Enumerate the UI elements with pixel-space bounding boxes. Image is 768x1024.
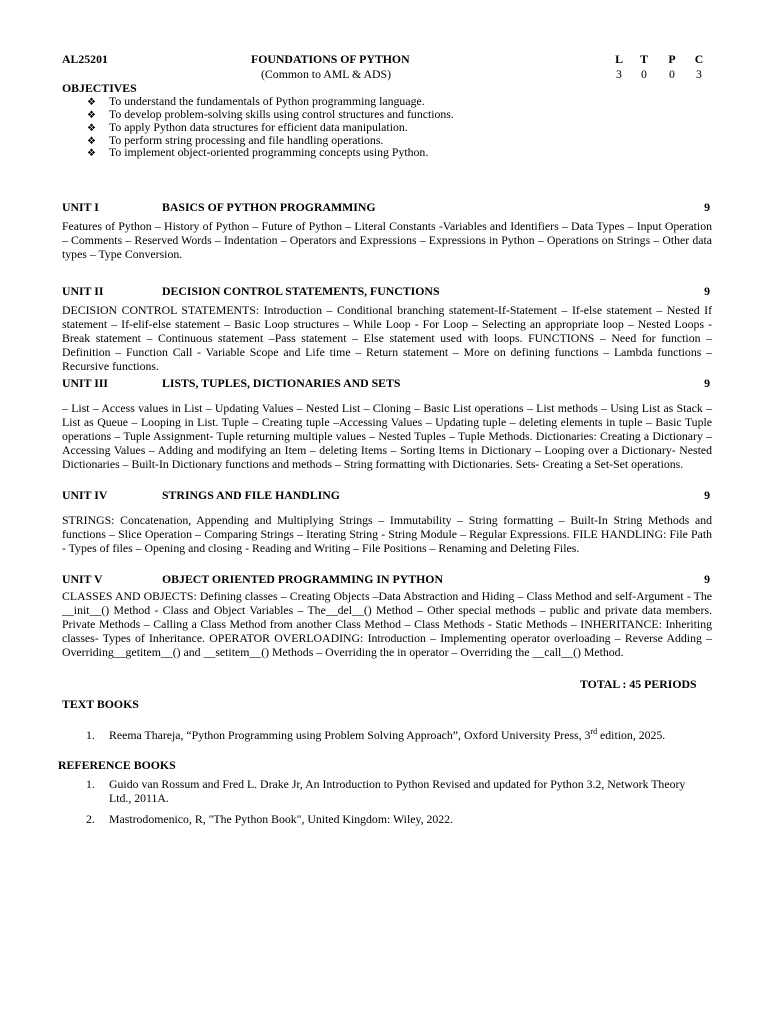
ltpc-label-c: C [694,52,704,66]
ltpc-label-p: P [668,52,676,66]
unit-heading [62,376,710,390]
diamond-bullet-icon: ❖ [87,148,96,159]
unit-title: LISTS, TUPLES, DICTIONARIES AND SETS [162,376,401,390]
diamond-bullet-icon: ❖ [87,136,96,147]
text-book-item [86,728,708,756]
text-book-number: 1. [86,728,95,742]
text-book-edition-year: edition, 2025. [597,728,666,742]
unit-content: STRINGS: Concatenation, Appending and Multiplying Strings – Immutability – String formatting – Built-In String Methods and functions – Slice Operation – Comparing Strings – Iterating String - String Module – Regular Expressions. FILE HANDLING: File Path - Types of files – Opening and closing - Reading and Writing – File Positions – Renaming and Deleting Files. [62,513,712,555]
unit-heading [62,284,710,298]
reference-book-text: Guido van Rossum and Fred L. Drake Jr, An Introduction to Python Revised and updated for Python 3.2, Network Theory Ltd., 2011A. [109,777,686,805]
objective-text: To understand the fundamentals of Python programming language. [109,94,425,108]
ltpc-label-t: T [640,52,648,66]
unit-hours: 9 [704,200,710,214]
unit-code: UNIT IV [62,488,108,502]
ltpc-value-l: 3 [616,67,622,81]
ltpc-value-p: 0 [669,67,675,81]
unit-hours: 9 [704,284,710,298]
unit-hours: 9 [704,572,710,586]
reference-book-number: 2. [86,812,95,826]
unit-content: DECISION CONTROL STATEMENTS: Introduction – Conditional branching statement-If-Statement – If-else statement – Nested If statement – If-elif-else statement – Basic Loop structures – While Loop - For Loop – Selecting an appropriate loop – Nested Loops - Break statement – Continuous statement –Pass statement – Else statement used with loops. FUNCTIONS – Need for function – Definition – Function Call - Variable Scope and Life time – Return statement – More on defining functions – Lambda functions – Recursive functions. [62,303,712,373]
unit-title: BASICS OF PYTHON PROGRAMMING [162,200,376,214]
reference-book-item [86,777,708,805]
total-periods: TOTAL : 45 PERIODS [580,677,697,691]
unit-hours: 9 [704,488,710,502]
diamond-bullet-icon: ❖ [87,97,96,108]
objective-text: To perform string processing and file handling operations. [109,133,384,147]
text-book-citation: Reema Thareja, “Python Programming using Problem Solving Approach”, Oxford University Press, 3 [109,728,591,742]
unit-heading [62,488,710,502]
unit-content: – List – Access values in List – Updating Values – Nested List – Cloning – Basic List operations – List methods – Using List as Stack – List as Queue – Looping in List. Tuple – Creating tuple –Accessing Values – Updating tuple – deleting elements in tuple – Basic Tuple operations – Tuple Assignment- Tuple returning multiple values – Nested Tuples – Tuple Methods. Dictionaries: Creating a Dictionary – Accessing Values – Adding and modifying an Item – deleting Items – Sorting Items in Dictionary – Looping over a Dictionary- Nested Dictionaries – Built-In Dictionary functions and methods – String formatting with Dictionaries. Sets- Creating a Set-Set operations. [62,401,712,471]
unit-content: Features of Python – History of Python – Future of Python – Literal Constants -Variables and Identifiers – Data Types – Input Operation – Comments – Reserved Words – Indentation – Operators and Expressions – Expressions in Python – Operations on Strings – Other data types – Type Conversion. [62,219,712,261]
unit-content: CLASSES AND OBJECTS: Defining classes – Creating Objects –Data Abstraction and Hiding – Class Method and self-Argument - The __init__() Method - Class and Object Variables – The__del__() Method – Other special methods – public and private data members. Private Methods – Calling a Class Method from another Class Method – Class Methods - Static Methods – INHERITANCE: Inheriting classes- Types of Inheritance. OPERATOR OVERLOADING: Introduction – Implementing operator overloading – Reverse Adding – Overriding__getitem__() and __setitem__() Methods – Overriding the in operator – Overriding the __call__() Method. [62,589,712,659]
objective-text: To implement object-oriented programming concepts using Python. [109,145,429,159]
text-books-heading: TEXT BOOKS [62,697,139,711]
diamond-bullet-icon: ❖ [87,110,96,121]
course-title: FOUNDATIONS OF PYTHON [251,52,410,66]
objective-text: To apply Python data structures for efficient data manipulation. [109,120,408,134]
reference-book-item [86,812,708,826]
reference-book-text: Mastrodomenico, R, "The Python Book", United Kingdom: Wiley, 2022. [109,812,454,826]
unit-title: STRINGS AND FILE HANDLING [162,488,340,502]
unit-heading [62,200,710,214]
course-code: AL25201 [62,52,108,66]
unit-title: DECISION CONTROL STATEMENTS, FUNCTIONS [162,284,440,298]
unit-code: UNIT II [62,284,104,298]
ltpc-label-l: L [615,52,623,66]
ltpc-value-c: 3 [696,67,702,81]
unit-title: OBJECT ORIENTED PROGRAMMING IN PYTHON [162,572,443,586]
diamond-bullet-icon: ❖ [87,123,96,134]
text-book-text [109,728,709,742]
edition-superscript: rd [590,727,598,737]
reference-books-heading: REFERENCE BOOKS [58,758,176,772]
reference-book-number: 1. [86,777,95,791]
unit-code: UNIT V [62,572,103,586]
unit-hours: 9 [704,376,710,390]
course-subtitle: (Common to AML & ADS) [261,67,391,81]
unit-code: UNIT III [62,376,109,390]
unit-code: UNIT I [62,200,99,214]
ltpc-value-t: 0 [641,67,647,81]
objective-item [87,145,428,161]
objective-text: To develop problem-solving skills using control structures and functions. [109,107,454,121]
unit-heading [62,572,710,586]
objectives-heading: OBJECTIVES [62,81,137,95]
